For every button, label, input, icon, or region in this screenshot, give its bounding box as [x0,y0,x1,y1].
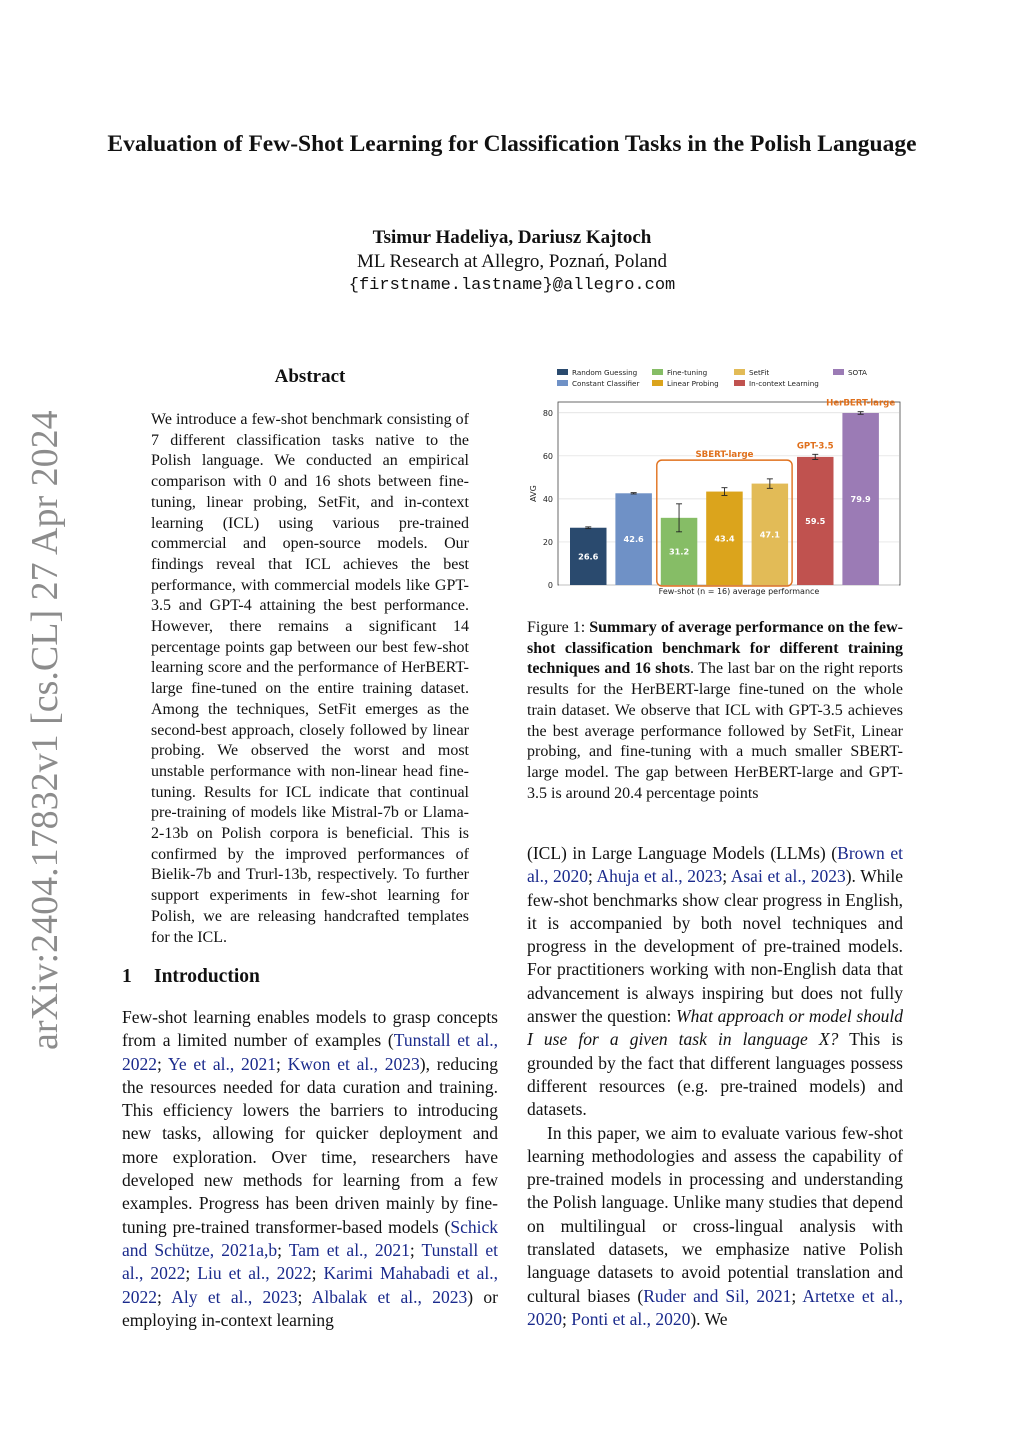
arxiv-stamp: arXiv:2404.17832v1 [cs.CL] 27 Apr 2024 [24,410,66,1050]
caption-text: . The last bar on the right reports results for the HerBERT-large fine-tuned on the whole train dataset. We observe that ICL with GPT-3.5 achieves the best average performance followed by SetFit, Linear probing, and fine-tuning with a much smaller SBERT-large model. The gap between HerBERT-large and GPT-3.5 is around 20.4 percentage points [527,660,903,802]
author-affiliation: ML Research at Allegro, Poznań, Poland [356,251,668,272]
figure-caption [527,618,903,804]
legend-swatch [734,369,745,375]
author-block [0,226,1024,298]
legend-label: Fine-tuning [667,368,708,377]
annotation-label: SBERT-large [695,450,754,461]
citation-link[interactable]: Tunstall et al., 2022 [122,1239,499,1284]
intro-paragraph: (ICL) in Large Language Models (LLMs) (Brown et al., 2020; Ahuja et al., 2023; Asai et al., 2023). While few-shot benchmarks show clear progress in English, it is accompanied by both novel techniques and progress in the development of pre-trained models. For practitioners working with non-English data that advancement is always inspiring but does not fully answer the question: What approach or model should I use for a given task in language X? This is grounded by the fact that different languages possess different resources (e.g. pre-trained models) and datasets. [527,843,903,1120]
bar-value-label: 26.6 [578,551,599,562]
citation-link[interactable]: Albalak et al., 2023 [311,1286,468,1307]
legend-swatch [557,369,568,375]
citation-link[interactable]: Kwon et al., 2023 [287,1053,420,1074]
legend-label: Random Guessing [572,368,638,377]
citation-link[interactable]: Tam et al., 2021 [288,1239,410,1260]
citation-link[interactable]: Karimi Mahabadi et al., 2022 [122,1263,499,1307]
abstract-text: We introduce a few-shot benchmark consisting of 7 different classification tasks native to the Polish language. We conducted an empirical comparison with 0 and 16 shots between fine-tuning, linear probing, SetFit, and in-context learning (ICL) using various pre-trained commercial and open-source models. Our findings reveal that ICL achieves the best performance, with commercial models like GPT-3.5 and GPT-4 attaining the best performance. However, there remains a significant 14 percentage points gap between our best few-shot learning score and the performance of HerBERT-large fine-tuned on the entire training dataset. Among the techniques, SetFit emerges as the second-best approach, closely followed by linear probing. We observed the worst and most unstable performance with non-linear head fine-tuning. Results for ICL indicate that continual pre-training of models like Mistral-7b or Llama-2-13b on Polish corpora is beneficial. This is confirmed by the improved performances of Bielik-7b and Trurl-13b, respectively. To further support experiments in few-shot learning for Polish, we are releasing handcrafted templates for the ICL. [151,411,469,946]
bar-value-label: 79.9 [850,493,871,504]
y-axis-label: AVG [529,485,538,502]
legend-label: Constant Classifier [572,379,640,388]
author-email: {firstname.lastname}@allegro.com [348,276,676,295]
citation-link[interactable]: Ye et al., 2021 [168,1053,276,1074]
y-tick-label: 60 [542,451,553,461]
y-tick-label: 20 [542,537,553,547]
section-title: Introduction [154,966,260,987]
intro-paragraph: In this paper, we aim to evaluate various few-shot learning methodologies and assess the capability of pre-trained models in processing and understanding the Polish language. Unlike many studies that depend on multilingual or cross-lingual analysis with translated datasets, we emphasize native Polish language datasets to avoid potential translation and cultural biases (Ruder and Sil, 2021; Artetxe et al., 2020; Ponti et al., 2020). We [527,1122,903,1329]
abstract-heading: Abstract [274,366,346,387]
figure-1 [520,362,910,600]
citation-link[interactable]: Brown et al., 2020 [527,843,903,887]
legend-swatch [652,369,663,375]
bar-value-label: 59.5 [805,515,826,526]
bar-value-label: 31.2 [668,546,690,557]
citation-link[interactable]: Asai et al., 2023 [730,866,846,887]
legend-label: SOTA [848,368,867,377]
annotation-label: GPT-3.5 [796,441,834,452]
intro-right-column [527,842,903,1331]
legend-label: In-context Learning [749,379,819,388]
caption-label: Figure 1: [527,619,590,636]
paper-title: Evaluation of Few-Shot Learning for Classification Tasks in the Polish Language [107,131,917,157]
citation-link[interactable]: Tunstall et al., 2022 [122,1030,498,1074]
caption-bold: Summary of average performance on the few-shot classification benchmark for different training techniques and 16 shots [527,619,904,678]
y-tick-label: 80 [542,408,553,418]
citation-link[interactable]: Aly et al., 2023 [171,1286,298,1307]
italic-text: What approach or model should I use for a given task in language X? [527,1006,903,1050]
bar-value-label: 42.6 [623,534,644,545]
section-number: 1 [122,966,132,987]
bar-chart [520,362,910,600]
y-tick-label: 0 [547,581,553,590]
citation-link[interactable]: Ahuja et al., 2023 [596,866,723,887]
legend-label: SetFit [749,368,770,377]
citation-link[interactable]: Ruder and Sil, 2021 [643,1285,792,1306]
x-axis-label: Few-shot (n = 16) average performance [658,587,820,596]
legend-swatch [652,380,663,386]
legend-label: Linear Probing [667,379,719,388]
citation-link[interactable]: Schick and Schütze, 2021a,b [122,1216,498,1260]
author-names: Tsimur Hadeliya, Dariusz Kajtoch [372,227,652,248]
intro-left-column: Few-shot learning enables models to grasp concepts from a limited number of examples (Tunstall et al., 2022; Ye et al., 2021; Kwon et al., 2023), reducing the resources needed for data curation and training. This efficiency lowers the barriers to introducing new tasks, allowing for quicker deployment and more exploration. Over time, researchers have developed new methods for learning from a few examples. Progress has been driven mainly by fine-tuning pre-trained transformer-based models (Schick and Schütze, 2021a,b; Tam et al., 2021; Tunstall et al., 2022; Liu et al., 2022; Karimi Mahabadi et al., 2022; Aly et al., 2023; Albalak et al., 2023) or employing in-context learning [122,1007,499,1330]
legend-swatch [833,369,844,375]
bar-value-label: 43.4 [714,533,735,544]
bar-value-label: 47.1 [759,529,780,540]
citation-link[interactable]: Ponti et al., 2020 [571,1308,691,1329]
y-tick-label: 40 [542,494,553,504]
legend-swatch [734,380,745,386]
section-heading [122,966,260,988]
citation-link[interactable]: Artetxe et al., 2020 [527,1285,903,1329]
citation-link[interactable]: Liu et al., 2022 [197,1263,312,1284]
annotation-label: HerBERT-large [826,398,896,409]
legend-swatch [557,380,568,386]
